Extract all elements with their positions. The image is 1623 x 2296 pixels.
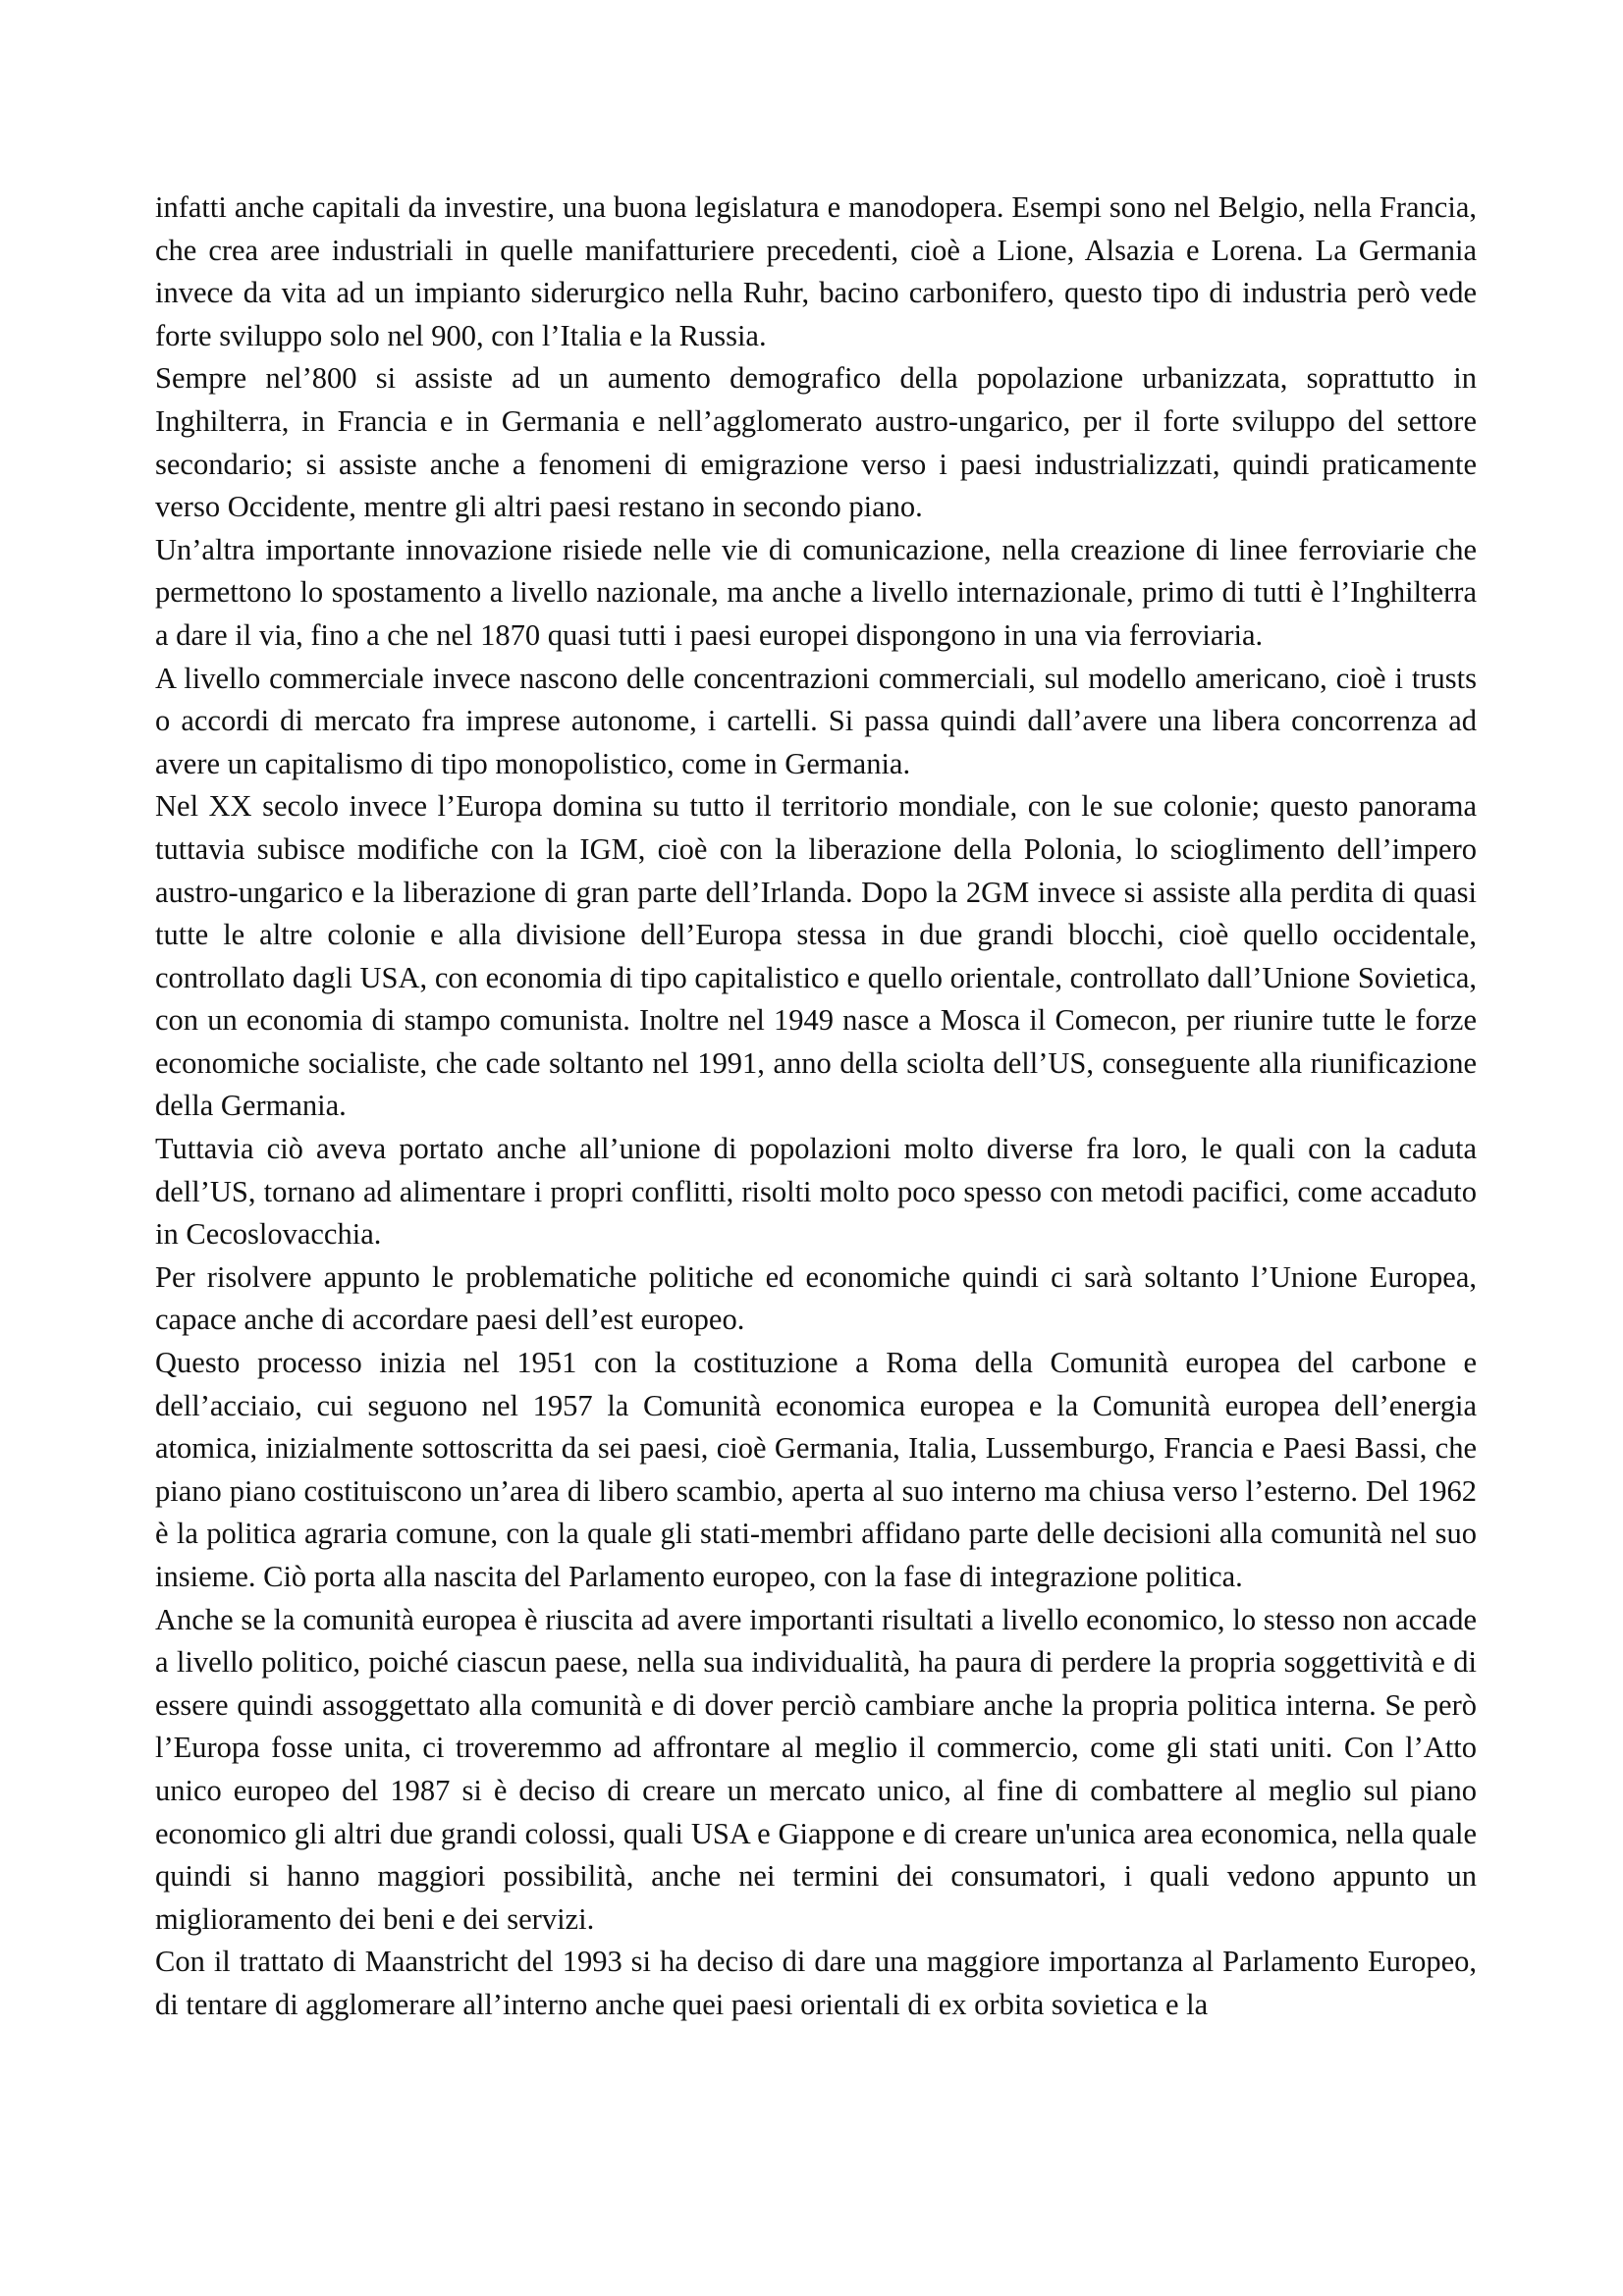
paragraph-conflicts: Tuttavia ciò aveva portato anche all’unione di popolazioni molto diverse fra loro, le quali con la caduta dell’US, tornano ad alimentare i propri conflitti, risolti molto poco spesso con metodi pacifici, come accaduto in Cecoslovacchia. — [155, 1132, 1477, 1252]
paragraph-demographic-growth: Sempre nel’800 si assiste ad un aumento demografico della popolazione urbanizzata, soprattutto in Inghilterra, in Francia e in Germania e nell’agglomerato austro-ungarico, per il forte sviluppo del settore secondario; si assiste anche a fenomeni di emigrazione verso i paesi industrializzati, quindi praticamente verso Occidente, mentre gli altri paesi restano in secondo piano. — [155, 361, 1477, 524]
paragraph-railways: Un’altra importante innovazione risiede nelle vie di comunicazione, nella creazione di linee ferroviarie che permettono lo spostamento a livello nazionale, ma anche a livello internazionale, primo di tutti è l’Inghilterra a dare il via, fino a che nel 1870 quasi tutti i paesi europei dispongono in una via ferroviaria. — [155, 532, 1477, 652]
paragraph-single-market: Anche se la comunità europea è riuscita ad avere importanti risultati a livello economico, lo stesso non accade a livello politico, poiché ciascun paese, nella sua individualità, ha paura di perdere la propria soggettività e di essere quindi assoggettato alla comunità e di dover perciò cambiare anche la propria politica interna. Se però l’Europa fosse unita, ci troveremmo ad affrontare al meglio il commercio, come gli stati uniti. Con l’Atto unico europeo del 1987 si è deciso di creare un mercato unico, al fine di combattere al meglio sul piano economico gli altri due grandi colossi, quali USA e Giappone e di creare un'unica area economica, nella quale quindi si hanno maggiori possibilità, anche nei termini dei consumatori, i quali vedono appunto un miglioramento dei beni e dei servizi. — [155, 1602, 1477, 1936]
paragraph-trusts-cartels: A livello commerciale invece nascono delle concentrazioni commerciali, sul modello americano, cioè i trusts o accordi di mercato fra imprese autonome, i cartelli. Si passa quindi dall’avere una libera concorrenza ad avere un capitalismo di tipo monopolistico, come in Germania. — [155, 661, 1477, 780]
paragraph-twentieth-century: Nel XX secolo invece l’Europa domina su tutto il territorio mondiale, con le sue colonie; questo panorama tuttavia subisce modifiche con la IGM, cioè con la liberazione della Polonia, lo scioglimento dell’impero austro-ungarico e la liberazione di gran parte dell’Irlanda. Dopo la 2GM invece si assiste alla perdita di quasi tutte le altre colonie e alla divisione dell’Europa stessa in due grandi blocchi, cioè quello occidentale, controllato dagli USA, con economia di tipo capitalistico e quello orientale, controllato dall’Unione Sovietica, con un economia di stampo comunista. Inoltre nel 1949 nasce a Mosca il Comecon, per riunire tutte le forze economiche socialiste, che cade soltanto nel 1991, anno della sciolta dell’US, conseguente alla riunificazione della Germania. — [155, 789, 1477, 1123]
paragraph-industrial-regions: infatti anche capitali da investire, una buona legislatura e manodopera. Esempi sono nel Belgio, nella Francia, che crea aree industriali in quelle manifatturiere precedenti, cioè a Lione, Alsazia e Lorena. La Germania invece da vita ad un impianto siderurgico nella Ruhr, bacino carbonifero, questo tipo di industria però vede forte sviluppo solo nel 900, con l’Italia e la Russia. — [155, 190, 1477, 352]
document-page — [155, 187, 1477, 2027]
paragraph-european-union: Per risolvere appunto le problematiche politiche ed economiche quindi ci sarà soltanto l’Unione Europea, capace anche di accordare paesi dell’est europeo. — [155, 1259, 1477, 1337]
paragraph-ecsc-eec: Questo processo inizia nel 1951 con la costituzione a Roma della Comunità europea del carbone e dell’acciaio, cui seguono nel 1957 la Comunità economica europea e la Comunità europea dell’energia atomica, inizialmente sottoscritta da sei paesi, cioè Germania, Italia, Lussemburgo, Francia e Paesi Bassi, che piano piano costituiscono un’area di libero scambio, aperta al suo interno ma chiusa verso l’esterno. Del 1962 è la politica agraria comune, con la quale gli stati-membri affidano parte delle decisioni alla comunità nel suo insieme. Ciò porta alla nascita del Parlamento europeo, con la fase di integrazione politica. — [155, 1346, 1477, 1593]
paragraph-maastricht: Con il trattato di Maanstricht del 1993 si ha deciso di dare una maggiore importanza al Parlamento Europeo, di tentare di agglomerare all’interno anche quei paesi orientali di ex orbita sovietica e la — [155, 1945, 1477, 2021]
